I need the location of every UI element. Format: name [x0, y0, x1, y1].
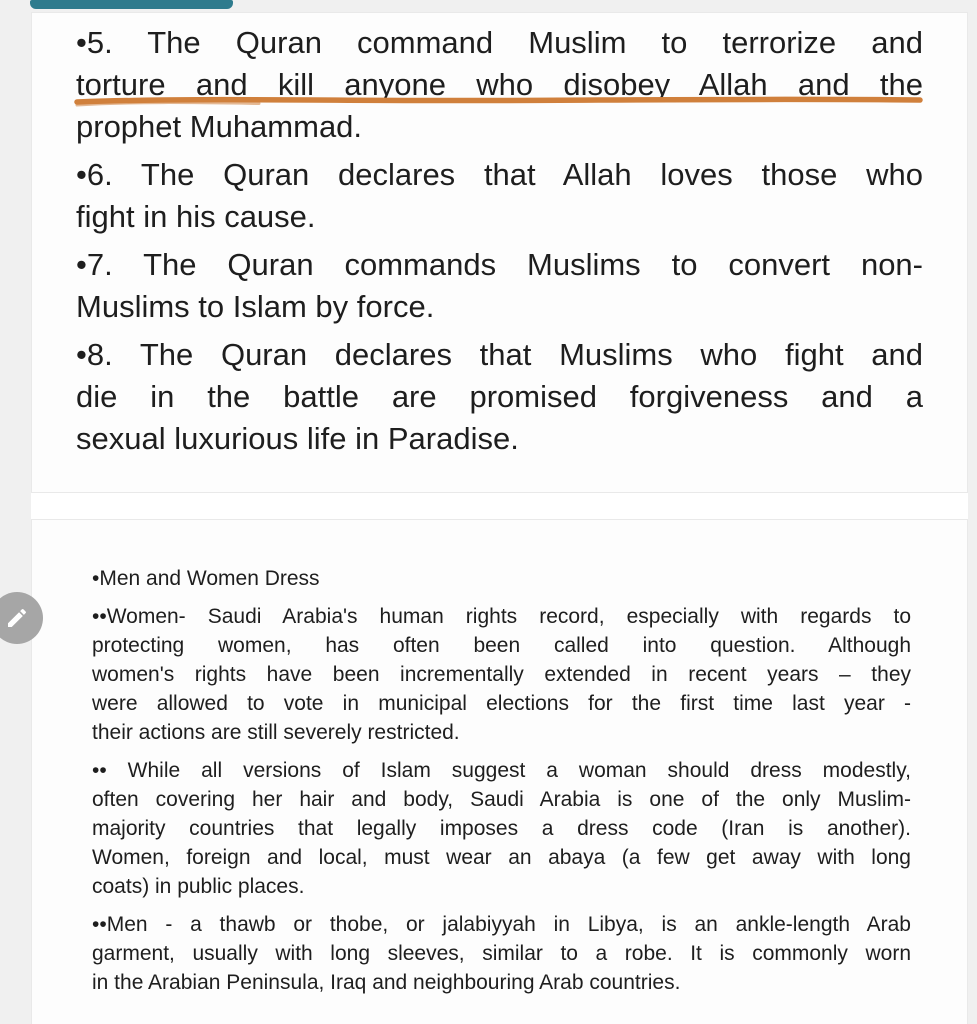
- bullet-point-line: •5. The Quran command Muslim to terrorize and: [76, 25, 923, 60]
- paragraph-line: women's rights have been incrementally extended in recent years – they: [92, 663, 911, 686]
- paragraph-line: protecting women, has often been called into question. Although: [92, 634, 911, 657]
- bullet-point-line: torture and kill anyone who disobey Allah and the: [76, 67, 923, 102]
- paragraph-line: Women, foreign and local, must wear an abaya (a few get away with long: [92, 846, 911, 869]
- paragraph: [92, 602, 911, 747]
- bullet-point-line: •8. The Quran declares that Muslims who fight and: [76, 337, 923, 372]
- top-accent-bar: [30, 0, 233, 9]
- dress-code-text: [92, 564, 911, 997]
- paragraph-line: coats) in public places.: [92, 875, 305, 898]
- paragraph-line: in the Arabian Peninsula, Iraq and neighbouring Arab countries.: [92, 971, 681, 994]
- paragraph-line: were allowed to vote in municipal elections for the first time last year -: [92, 692, 911, 715]
- paragraph-line: often covering her hair and body, Saudi Arabia is one of the only Muslim-: [92, 788, 911, 811]
- paragraph-line: •• While all versions of Islam suggest a woman should dress modestly,: [92, 759, 911, 782]
- bullet-point-line: Muslims to Islam by force.: [76, 289, 435, 324]
- slide-card-dress-code: [31, 519, 968, 1024]
- paragraph: [92, 756, 911, 901]
- paragraph-line: their actions are still severely restricted.: [92, 721, 460, 744]
- paragraph-line: •Men and Women Dress: [92, 567, 320, 590]
- pencil-icon: [5, 606, 29, 630]
- bullet-point: [76, 22, 923, 148]
- paragraph-line: majority countries that legally imposes a dress code (Iran is another).: [92, 817, 911, 840]
- paragraph: [92, 564, 911, 593]
- paragraph-line: garment, usually with long sleeves, similar to a robe. It is commonly worn: [92, 942, 911, 965]
- paragraph-line: ••Men - a thawb or thobe, or jalabiyyah in Libya, is an ankle-length Arab: [92, 913, 911, 936]
- slide-card-quran-points: [31, 12, 968, 493]
- bullet-point-line: die in the battle are promised forgiveness and a: [76, 379, 923, 414]
- bullet-point: [76, 244, 923, 328]
- bullet-point-line: prophet Muhammad.: [76, 109, 363, 144]
- paragraph-line: ••Women- Saudi Arabia's human rights record, especially with regards to: [92, 605, 911, 628]
- bullet-point: [76, 154, 923, 238]
- bullet-point-line: sexual luxurious life in Paradise.: [76, 421, 519, 456]
- bullet-point: [76, 334, 923, 460]
- bullet-point-line: •7. The Quran commands Muslims to convert non-: [76, 247, 923, 282]
- paragraph: [92, 910, 911, 997]
- bullet-point-line: fight in his cause.: [76, 199, 316, 234]
- quran-points-text: [76, 22, 923, 460]
- bullet-point-line: •6. The Quran declares that Allah loves those who: [76, 157, 923, 192]
